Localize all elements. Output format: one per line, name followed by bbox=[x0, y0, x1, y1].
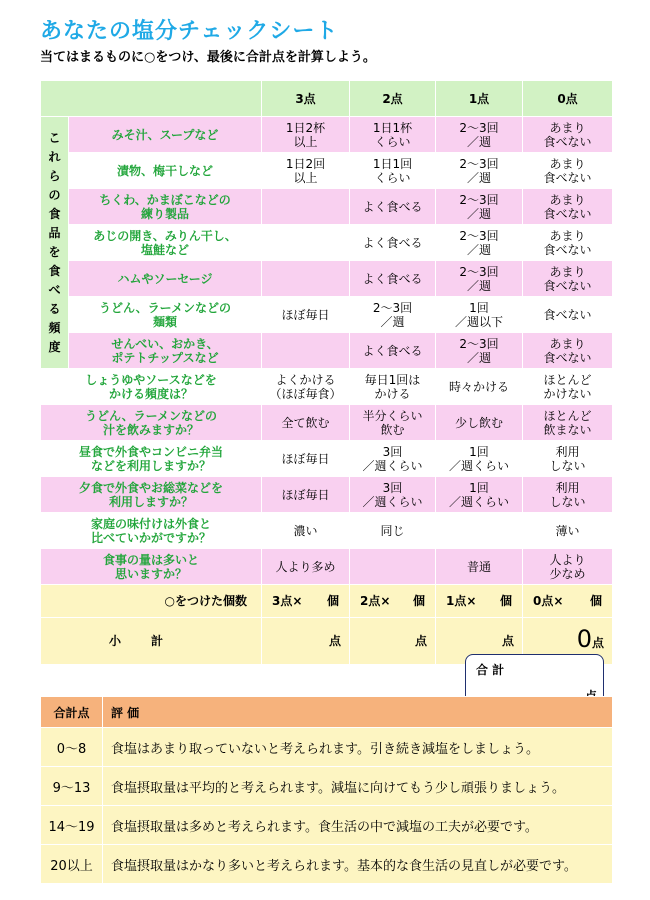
subtotal-unit: 点 bbox=[501, 634, 514, 648]
evaluation-text: 食塩はあまり取っていないと考えられます。引き続き減塩をしましょう。 bbox=[103, 728, 613, 767]
answer-option-0pt[interactable]: 薄い bbox=[523, 513, 613, 549]
question-text: 食事の量は多いと 思いますか？ bbox=[41, 549, 262, 585]
question-text: うどん、ラーメンなどの 汁を飲みますか？ bbox=[41, 405, 262, 441]
answer-option-1pt[interactable]: 1回 ／週以下 bbox=[436, 297, 523, 333]
evaluation-text: 食塩摂取量は多めと考えられます。食生活の中で減塩の工夫が必要です。 bbox=[103, 806, 613, 845]
salt-check-table bbox=[40, 80, 613, 665]
question-text: ハムやソーセージ bbox=[69, 261, 262, 297]
answer-option-1pt[interactable]: 1回 ／週くらい bbox=[436, 441, 523, 477]
score-range: 14〜19 bbox=[41, 806, 103, 845]
answer-option-3pt[interactable] bbox=[262, 189, 350, 225]
evaluation-header-row bbox=[41, 697, 613, 728]
count-label: ○をつけた個数 bbox=[41, 585, 262, 618]
answer-option-1pt[interactable]: 普通 bbox=[436, 549, 523, 585]
question-row bbox=[41, 549, 613, 585]
answer-option-3pt[interactable]: よくかける （ほぼ毎食） bbox=[262, 369, 350, 405]
answer-option-0pt[interactable]: あまり 食べない bbox=[523, 225, 613, 261]
question-row bbox=[41, 117, 613, 153]
evaluation-header-range: 合計点 bbox=[41, 697, 103, 728]
question-row bbox=[41, 189, 613, 225]
count-input-2pt[interactable] bbox=[350, 585, 436, 618]
count-unit: 個 bbox=[412, 594, 425, 608]
answer-option-3pt[interactable] bbox=[262, 261, 350, 297]
question-row bbox=[41, 261, 613, 297]
subtotal-input-2pt[interactable] bbox=[350, 618, 436, 665]
count-input-0pt[interactable] bbox=[523, 585, 613, 618]
question-text: 漬物、梅干しなど bbox=[69, 153, 262, 189]
count-unit: 個 bbox=[499, 594, 512, 608]
question-text: うどん、ラーメンなどの 麺類 bbox=[69, 297, 262, 333]
answer-option-2pt[interactable]: 1日1回 くらい bbox=[350, 153, 436, 189]
score-range: 0〜8 bbox=[41, 728, 103, 767]
answer-option-3pt[interactable]: ほぼ毎日 bbox=[262, 477, 350, 513]
count-row bbox=[41, 585, 613, 618]
count-prefix: 2点× bbox=[360, 594, 391, 608]
question-row bbox=[41, 441, 613, 477]
question-row bbox=[41, 477, 613, 513]
answer-option-3pt[interactable]: ほぼ毎日 bbox=[262, 297, 350, 333]
answer-option-0pt[interactable]: 利用 しない bbox=[523, 441, 613, 477]
evaluation-table bbox=[40, 696, 613, 884]
evaluation-row bbox=[41, 806, 613, 845]
subtotal-label: 小計 bbox=[41, 618, 262, 665]
answer-option-0pt[interactable]: あまり 食べない bbox=[523, 189, 613, 225]
answer-option-1pt[interactable]: 2〜3回 ／週 bbox=[436, 117, 523, 153]
answer-option-0pt[interactable]: あまり 食べない bbox=[523, 153, 613, 189]
answer-option-0pt[interactable]: あまり 食べない bbox=[523, 117, 613, 153]
question-text: 昼食で外食やコンビニ弁当 などを利用しますか？ bbox=[41, 441, 262, 477]
answer-option-2pt[interactable]: よく食べる bbox=[350, 333, 436, 369]
header-0pt: 0点 bbox=[523, 81, 613, 117]
answer-option-0pt[interactable]: あまり 食べない bbox=[523, 333, 613, 369]
question-text: しょうゆやソースなどを かける頻度は？ bbox=[41, 369, 262, 405]
count-prefix: 1点× bbox=[446, 594, 477, 608]
question-row bbox=[41, 405, 613, 441]
answer-option-2pt[interactable]: 1日1杯 くらい bbox=[350, 117, 436, 153]
answer-option-1pt[interactable]: 1回 ／週くらい bbox=[436, 477, 523, 513]
question-row bbox=[41, 513, 613, 549]
question-text: ちくわ、かまぼこなどの 練り製品 bbox=[69, 189, 262, 225]
count-input-3pt[interactable] bbox=[262, 585, 350, 618]
answer-option-3pt[interactable] bbox=[262, 225, 350, 261]
answer-option-3pt[interactable]: 人より多め bbox=[262, 549, 350, 585]
food-frequency-label bbox=[41, 117, 69, 369]
question-row bbox=[41, 369, 613, 405]
subtotal-unit: 点 bbox=[414, 634, 427, 648]
food-frequency-label-text: これらの食品を食べる頻度 bbox=[48, 130, 61, 354]
evaluation-text: 食塩摂取量は平均的と考えられます。減塩に向けてもう少し頑張りましょう。 bbox=[103, 767, 613, 806]
answer-option-3pt[interactable]: ほぼ毎日 bbox=[262, 441, 350, 477]
count-prefix: 3点× bbox=[272, 594, 303, 608]
answer-option-0pt[interactable]: 人より 少なめ bbox=[523, 549, 613, 585]
evaluation-row bbox=[41, 767, 613, 806]
header-1pt: 1点 bbox=[436, 81, 523, 117]
question-text: 家庭の味付けは外食と 比べていかがですか？ bbox=[41, 513, 262, 549]
question-text: せんべい、おかき、 ポテトチップスなど bbox=[69, 333, 262, 369]
answer-option-1pt[interactable]: 2〜3回 ／週 bbox=[436, 153, 523, 189]
count-unit: 個 bbox=[589, 594, 602, 608]
answer-option-2pt[interactable]: 毎日1回は かける bbox=[350, 369, 436, 405]
question-row bbox=[41, 333, 613, 369]
answer-option-2pt[interactable]: よく食べる bbox=[350, 225, 436, 261]
answer-option-0pt[interactable]: ほとんど 飲まない bbox=[523, 405, 613, 441]
header-row bbox=[41, 81, 613, 117]
answer-option-0pt[interactable]: 利用 しない bbox=[523, 477, 613, 513]
answer-option-3pt[interactable] bbox=[262, 333, 350, 369]
score-range: 9〜13 bbox=[41, 767, 103, 806]
question-text: みそ汁、スープなど bbox=[69, 117, 262, 153]
answer-option-3pt[interactable]: 1日2杯 以上 bbox=[262, 117, 350, 153]
evaluation-text: 食塩摂取量はかなり多いと考えられます。基本的な食生活の見直しが必要です。 bbox=[103, 845, 613, 884]
question-text: 夕食で外食やお総菜などを 利用しますか？ bbox=[41, 477, 262, 513]
answer-option-1pt[interactable]: 2〜3回 ／週 bbox=[436, 261, 523, 297]
answer-option-2pt[interactable] bbox=[350, 549, 436, 585]
answer-option-0pt[interactable]: あまり 食べない bbox=[523, 261, 613, 297]
subtotal-unit: 点 bbox=[328, 634, 341, 648]
answer-option-2pt[interactable]: 半分くらい 飲む bbox=[350, 405, 436, 441]
evaluation-row bbox=[41, 845, 613, 884]
answer-option-1pt[interactable]: 2〜3回 ／週 bbox=[436, 225, 523, 261]
subtotal-input-3pt[interactable] bbox=[262, 618, 350, 665]
answer-option-2pt[interactable]: 3回 ／週くらい bbox=[350, 477, 436, 513]
answer-option-2pt[interactable]: 3回 ／週くらい bbox=[350, 441, 436, 477]
question-text: あじの開き、みりん干し、 塩鮭など bbox=[69, 225, 262, 261]
count-prefix: 0点× bbox=[533, 594, 564, 608]
answer-option-2pt[interactable]: 2〜3回 ／週 bbox=[350, 297, 436, 333]
count-input-1pt[interactable] bbox=[436, 585, 523, 618]
answer-option-1pt[interactable]: 時々かける bbox=[436, 369, 523, 405]
evaluation-header-desc: 評 価 bbox=[103, 697, 613, 728]
answer-option-0pt[interactable]: 食べない bbox=[523, 297, 613, 333]
total-label: 合 計 bbox=[476, 663, 505, 677]
answer-option-2pt[interactable]: よく食べる bbox=[350, 261, 436, 297]
answer-option-1pt[interactable]: 少し飲む bbox=[436, 405, 523, 441]
answer-option-2pt[interactable]: よく食べる bbox=[350, 189, 436, 225]
evaluation-row bbox=[41, 728, 613, 767]
header-3pt: 3点 bbox=[262, 81, 350, 117]
answer-option-1pt[interactable] bbox=[436, 513, 523, 549]
answer-option-0pt[interactable]: ほとんど かけない bbox=[523, 369, 613, 405]
answer-option-3pt[interactable]: 1日2回 以上 bbox=[262, 153, 350, 189]
header-corner bbox=[41, 81, 262, 117]
subtotal-unit: 点 bbox=[591, 636, 604, 650]
answer-option-1pt[interactable]: 2〜3回 ／週 bbox=[436, 333, 523, 369]
answer-option-2pt[interactable]: 同じ bbox=[350, 513, 436, 549]
question-row bbox=[41, 225, 613, 261]
count-unit: 個 bbox=[326, 594, 339, 608]
answer-option-1pt[interactable]: 2〜3回 ／週 bbox=[436, 189, 523, 225]
subtotal-zero-value: 0 bbox=[576, 625, 592, 653]
question-row bbox=[41, 297, 613, 333]
page-title: あなたの塩分チェックシート bbox=[40, 19, 339, 44]
header-2pt: 2点 bbox=[350, 81, 436, 117]
answer-option-3pt[interactable]: 濃い bbox=[262, 513, 350, 549]
page-subtitle: 当てはまるものに○をつけ、最後に合計点を計算しよう。 bbox=[40, 50, 376, 65]
answer-option-3pt[interactable]: 全て飲む bbox=[262, 405, 350, 441]
score-range: 20以上 bbox=[41, 845, 103, 884]
question-row bbox=[41, 153, 613, 189]
